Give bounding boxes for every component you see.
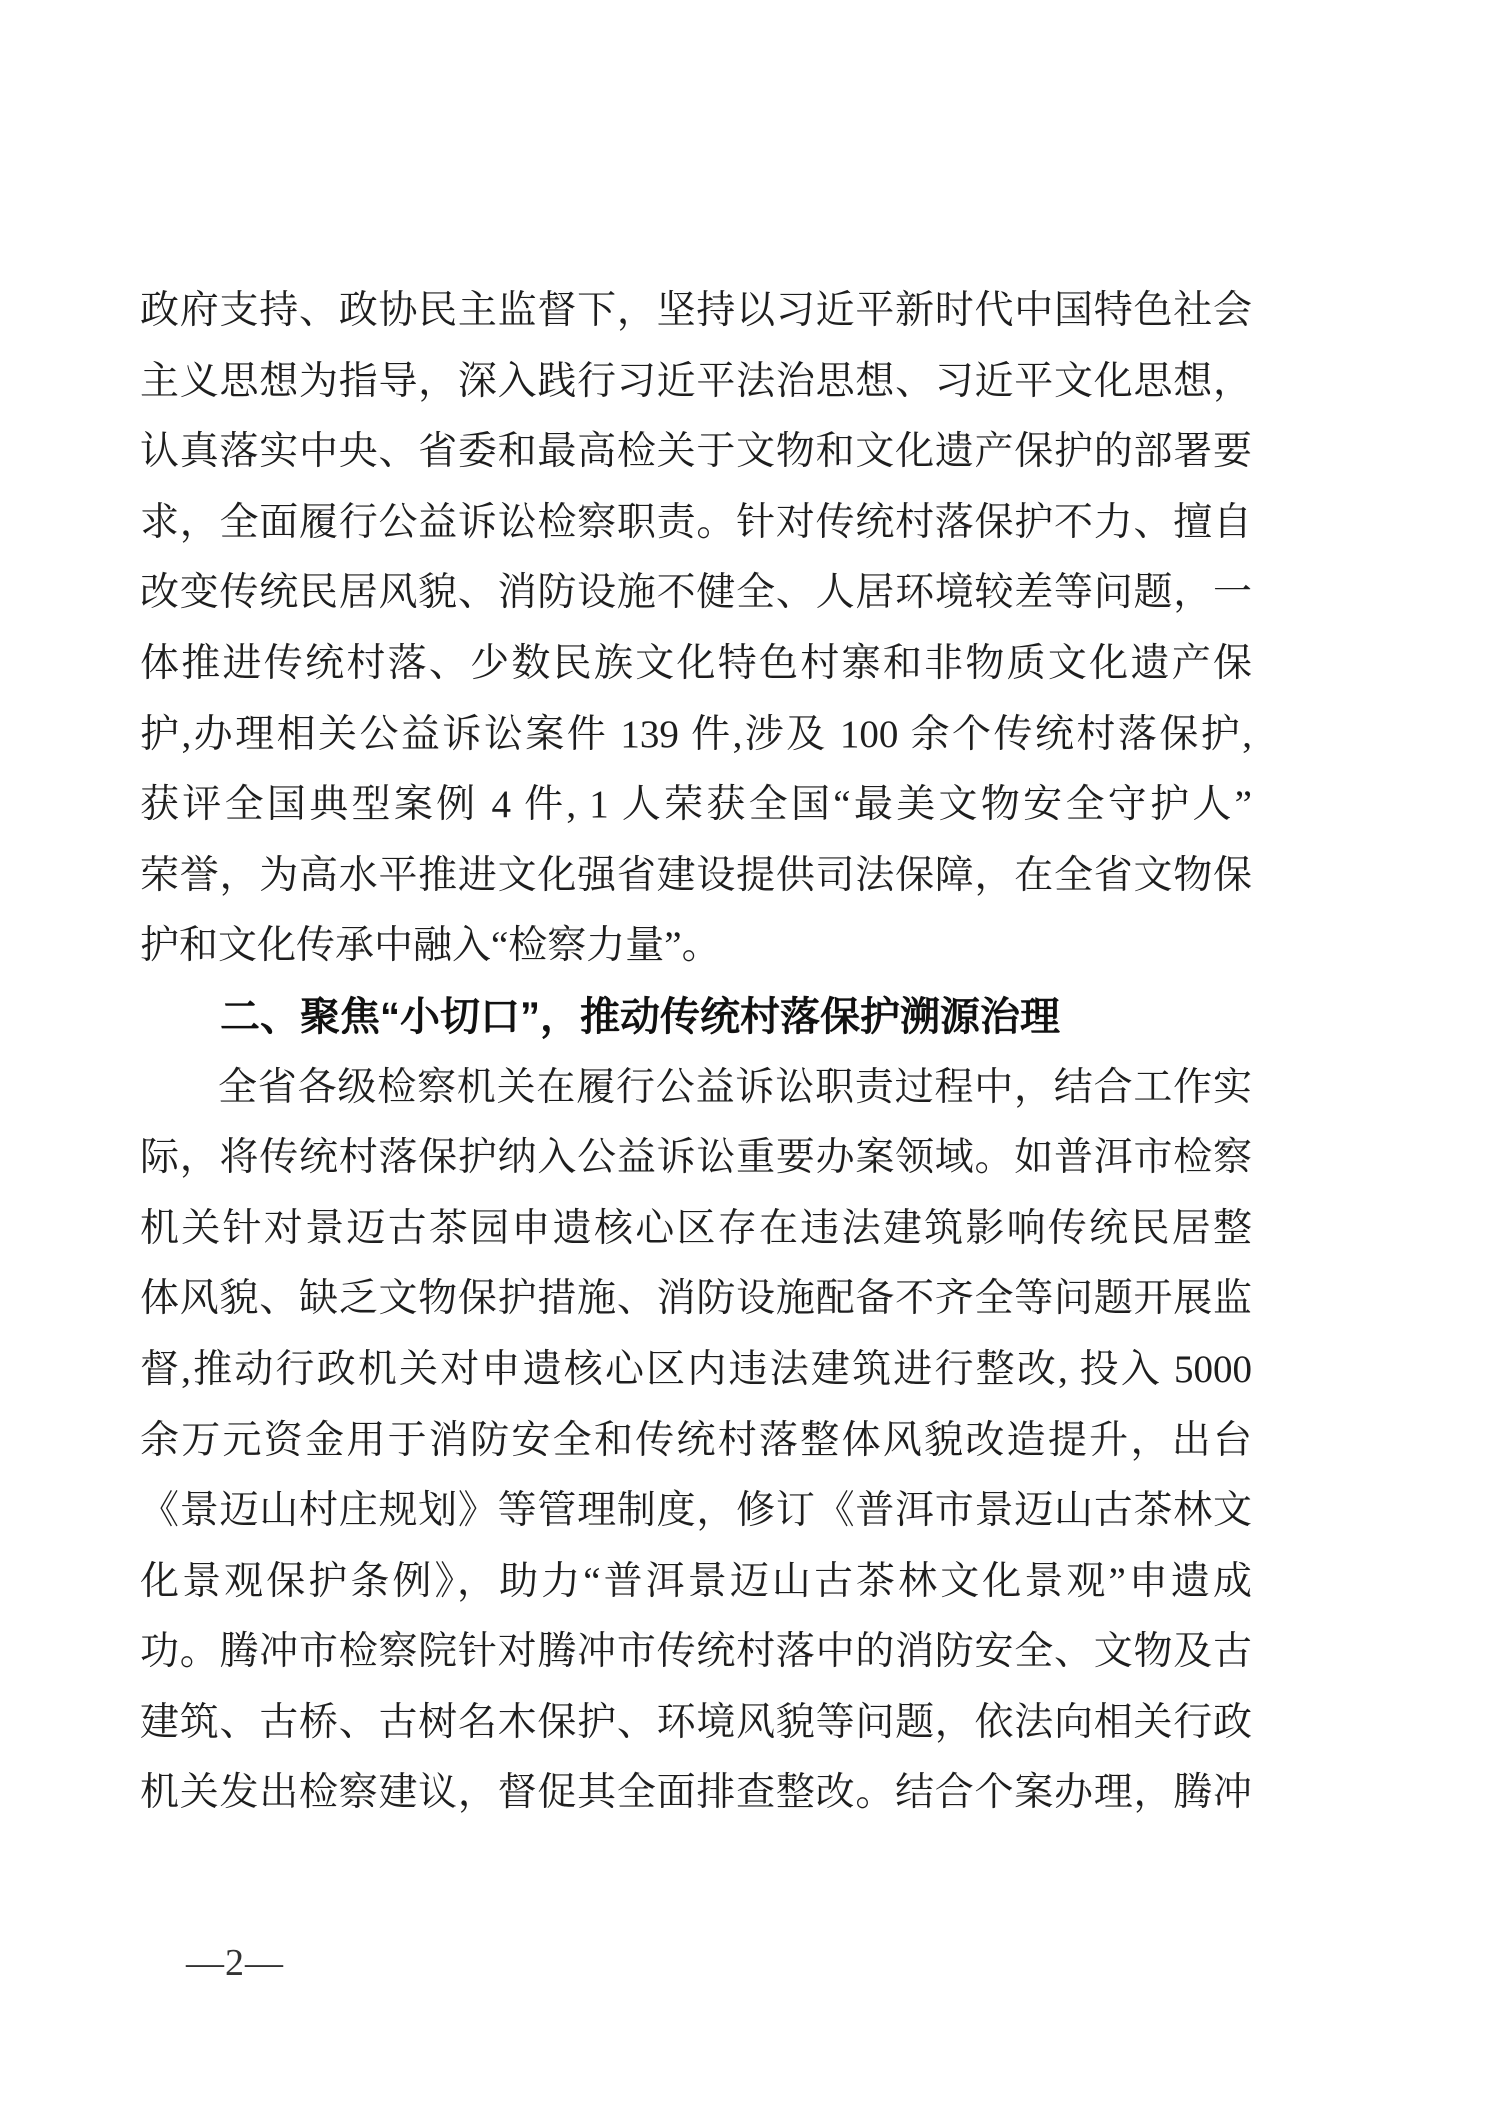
body-line: 际，将传统村落保护纳入公益诉讼重要办案领域。如普洱市检察 xyxy=(140,1136,1252,1180)
body-line: 建筑、古桥、古树名木保护、环境风貌等问题，依法向相关行政 xyxy=(140,1700,1252,1744)
body-line: 化景观保护条例》，助力“普洱景迈山古茶林文化景观”申遗成 xyxy=(140,1559,1252,1603)
body-line: 政府支持、政协民主监督下，坚持以习近平新时代中国特色社会 xyxy=(140,289,1252,332)
document-text-block xyxy=(140,276,1252,1829)
body-line: 护,办理相关公益诉讼案件 139 件,涉及 100 余个传统村落保护, xyxy=(140,712,1252,756)
body-line: 求，全面履行公益诉讼检察职责。针对传统村落保护不力、擅自 xyxy=(140,500,1252,544)
section-heading: 二、聚焦“小切口”，推动传统村落保护溯源治理 xyxy=(220,994,1060,1039)
body-line: 《景迈山村庄规划》等管理制度，修订《普洱市景迈山古茶林文 xyxy=(140,1489,1252,1533)
body-line: 余万元资金用于消防安全和传统村落整体风貌改造提升，出台 xyxy=(140,1418,1252,1462)
body-line: 机关针对景迈古茶园申遗核心区存在违法建筑影响传统民居整 xyxy=(140,1206,1252,1250)
body-line: 主义思想为指导，深入践行习近平法治思想、习近平文化思想， xyxy=(140,359,1252,403)
body-line: 功。腾冲市检察院针对腾冲市传统村落中的消防安全、文物及古 xyxy=(140,1630,1252,1674)
body-line: 改变传统民居风貌、消防设施不健全、人居环境较差等问题，一 xyxy=(140,571,1252,615)
body-line: 护和文化传承中融入“检察力量”。 xyxy=(140,924,721,968)
body-line: 认真落实中央、省委和最高检关于文物和文化遗产保护的部署要 xyxy=(140,430,1252,474)
body-line: 获评全国典型案例 4 件, 1 人荣获全国“最美文物安全守护人” xyxy=(140,783,1252,827)
page-number: —2— xyxy=(186,1942,284,1984)
body-line: 督,推动行政机关对申遗核心区内违法建筑进行整改, 投入 5000 xyxy=(140,1347,1252,1391)
body-line: 机关发出检察建议，督促其全面排查整改。结合个案办理，腾冲 xyxy=(140,1771,1252,1815)
body-line: 体推进传统村落、少数民族文化特色村寨和非物质文化遗产保 xyxy=(140,641,1252,685)
body-line: 荣誉，为高水平推进文化强省建设提供司法保障，在全省文物保 xyxy=(140,853,1252,897)
body-line: 体风貌、缺乏文物保护措施、消防设施配备不齐全等问题开展监 xyxy=(140,1277,1252,1321)
body-line: 全省各级检察机关在履行公益诉讼职责过程中，结合工作实 xyxy=(218,1065,1252,1109)
